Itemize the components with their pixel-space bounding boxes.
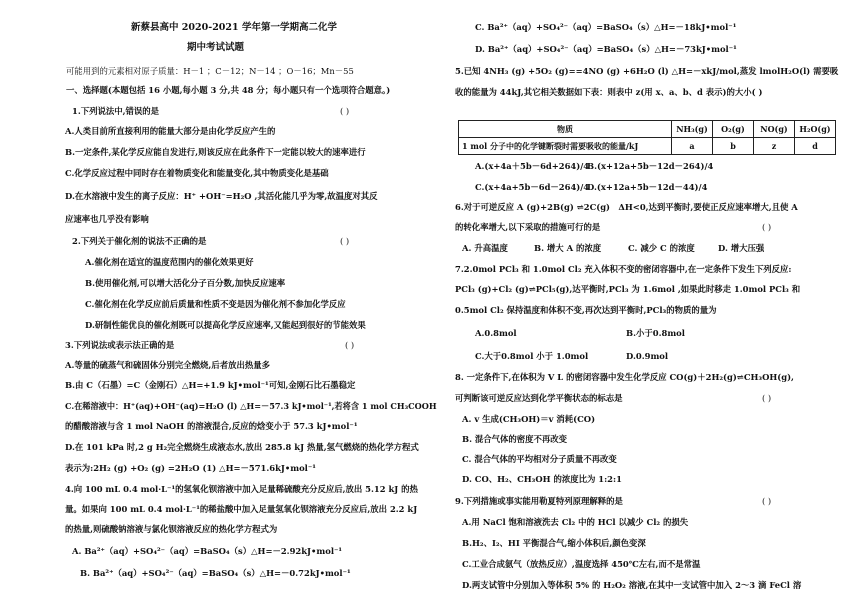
table-cell: d xyxy=(795,138,836,155)
table-header-cell: NO(g) xyxy=(754,121,795,138)
question-8-cont: 可判断该可逆反应达到化学平衡状态的标志是 xyxy=(455,393,623,403)
question-5: 5.已知 4NH₃ (g) +5O₂ (g)==4NO (g) +6H₂O (l) △H=－xkJ/mol,蒸发 lmolH₂O(l) 需要吸 xyxy=(455,66,839,76)
option-4d: D. Ba²⁺（aq）+SO₄²⁻（aq）=BaSO₄（s）△H=－73kJ•mol⁻¹ xyxy=(475,44,737,54)
option-3a: A.等量的硫蒸气和硫固体分别完全燃烧,后者放出热量多 xyxy=(65,360,270,370)
option-1a: A.人类目前所直接利用的能量大部分是由化学反应产生的 xyxy=(65,126,276,136)
answer-bracket: ( ) xyxy=(345,340,355,350)
option-3c: C.在稀溶液中：H⁺(aq)+OH⁻(aq)=H₂O (l) △H=－57.3 kJ•mol⁻¹,若将含 1 mol CH₃COOH xyxy=(65,401,437,411)
question-4: 4.向 100 mL 0.4 mol·L⁻¹的氢氧化钡溶液中加入足量稀硫酸充分反应后,放出 5.12 kJ 的热 xyxy=(65,484,418,494)
answer-bracket: ( ) xyxy=(340,236,350,246)
answer-bracket: ( ) xyxy=(340,106,350,116)
option-8d: D. CO、H₂、CH₃OH 的浓度比为 1:2:1 xyxy=(462,474,622,484)
right-column xyxy=(440,0,860,606)
question-6-cont: 的转化率增大,以下采取的措施可行的是 xyxy=(455,222,601,232)
option-3c-cont: 的醋酸溶液与含 1 mol NaOH 的溶液混合,反应的焓变小于 57.3 kJ•mol⁻¹ xyxy=(65,421,358,431)
question-5-cont: 收的能量为 44kJ,其它相关数据如下表：则表中 z(用 x、a、b、d 表示)的大小( ) xyxy=(455,87,763,97)
table-cell: b xyxy=(713,138,754,155)
bond-energy-table xyxy=(458,120,836,155)
question-1: 1.下列说法中,错误的是 xyxy=(72,106,160,116)
table-cell: a xyxy=(672,138,713,155)
option-3d-cont: 表示为:2H₂ (g) +O₂ (g) =2H₂O (1) △H=－571.6kJ•mol⁻¹ xyxy=(65,463,316,473)
table-row xyxy=(459,138,836,155)
option-1c: C.化学反应过程中同时存在着物质变化和能量变化,其中物质变化是基础 xyxy=(65,168,329,178)
option-7c: C.大于0.8mol 小于 1.0mol xyxy=(475,351,589,361)
answer-bracket: ( ) xyxy=(762,496,772,506)
table-header-cell: H₂O(g) xyxy=(795,121,836,138)
option-3b: B.由 C（石墨）=C（金刚石）△H=+1.9 kJ•mol⁻¹可知,金刚石比石墨稳定 xyxy=(65,380,356,390)
option-6c: C. 减少 C 的浓度 xyxy=(628,243,695,253)
question-4-cont: 量。如果向 100 mL 0.4 mol·L⁻¹的稀盐酸中加入足量氢氧化钡溶液充分反应后,放出 2.2 kJ xyxy=(65,504,418,514)
option-7d: D.0.9mol xyxy=(626,351,669,361)
question-3: 3.下列说法或表示法正确的是 xyxy=(65,340,175,350)
option-5c: C.(x+4a+5b－6d－264)/4 xyxy=(475,182,590,192)
question-6: 6.对于可逆反应 A (g)+2B(g) ⇌2C(g) ΔH<0,达到平衡时,要使正反应速率增大,且使 A xyxy=(455,202,798,212)
exam-subtitle: 期中考试试题 xyxy=(187,42,245,53)
section-heading: 一、选择题(本题包括 16 小题,每小题 3 分,共 48 分；每小题只有一个选项符合题意。) xyxy=(66,85,391,95)
option-2c: C.催化剂在化学反应前后质量和性质不变是因为催化剂不参加化学反应 xyxy=(85,299,346,309)
table-cell: 1 mol 分子中的化学键断裂时需要吸收的能量/kJ xyxy=(459,138,672,155)
option-8b: B. 混合气体的密度不再改变 xyxy=(462,434,568,444)
answer-bracket: ( ) xyxy=(762,222,772,232)
option-9c: C.工业合成氨气（放热反应）,温度选择 450℃左右,而不是常温 xyxy=(462,559,701,569)
table-header-row xyxy=(459,121,836,138)
option-7b: B.小于0.8mol xyxy=(626,328,685,338)
option-5a: A.(x+4a＋5b－6d+264)/4 xyxy=(475,161,590,171)
option-7a: A.0.8mol xyxy=(475,328,517,338)
table-header-cell: 物质 xyxy=(459,121,672,138)
question-7-cont2: 0.5mol Cl₂ 保持温度和体积不变,再次达到平衡时,PCl₃的物质的量为 xyxy=(455,305,717,315)
question-7: 7.2.0mol PCl₃ 和 1.0mol Cl₂ 充入体积不变的密闭容器中,在一定条件下发生下列反应: xyxy=(455,264,792,274)
option-5b: B.(x+12a+5b－12d－264)/4 xyxy=(587,161,714,171)
option-4b: B. Ba²⁺（aq）+SO₄²⁻（aq）=BaSO₄（s）△H=－0.72kJ•mol⁻¹ xyxy=(80,568,351,578)
question-4-cont2: 的热量,则硫酸钠溶液与氯化钡溶液反应的热化学方程式为 xyxy=(65,524,278,534)
option-2a: A.催化剂在适宜的温度范围内的催化效果更好 xyxy=(85,257,254,267)
option-8a: A. v 生成(CH₃OH)＝v 消耗(CO) xyxy=(462,414,596,424)
question-8: 8. 一定条件下,在体积为 V L 的密闭容器中发生化学反应 CO(g)＋2H₂(g)⇌CH₃OH(g), xyxy=(455,372,794,382)
option-6b: B. 增大 A 的浓度 xyxy=(534,243,602,253)
option-9a: A.用 NaCl 饱和溶液洗去 Cl₂ 中的 HCl 以减少 Cl₂ 的损失 xyxy=(462,517,689,527)
question-7-cont: PCl₃ (g)+Cl₂ (g)⇌PCl₅(g),达平衡时,PCl₃ 为 1.6mol ,如果此时移走 1.0mol PCl₃ 和 xyxy=(455,284,801,294)
option-4c: C. Ba²⁺（aq）+SO₄²⁻（aq）=BaSO₄（s）△H=－18kJ•mol⁻¹ xyxy=(475,22,737,32)
option-9d: D.两支试管中分别加入等体积 5% 的 H₂O₂ 溶液,在其中一支试管中加入 2～3 滴 FeCl 溶 xyxy=(462,580,802,590)
question-2: 2.下列关于催化剂的说法不正确的是 xyxy=(72,236,207,246)
option-2b: B.使用催化剂,可以增大活化分子百分数,加快反应速率 xyxy=(85,278,286,288)
option-1b: B.一定条件,某化学反应能自发进行,则该反应在此条件下一定能以较大的速率进行 xyxy=(65,147,366,157)
option-6d: D. 增大压强 xyxy=(718,243,765,253)
option-3d: D.在 101 kPa 时,2 g H₂完全燃烧生成液态水,放出 285.8 kJ 热量,氢气燃烧的热化学方程式 xyxy=(65,442,419,452)
option-4a: A. Ba²⁺（aq）+SO₄²⁻（aq）=BaSO₄（s）△H=－2.92kJ•mol⁻¹ xyxy=(72,546,343,556)
question-9: 9.下列措施或事实能用勒夏特列原理解释的是 xyxy=(455,496,623,506)
option-8c: C. 混合气体的平均相对分子质量不再改变 xyxy=(462,454,617,464)
atomic-masses: 可能用到的元素相对原子质量：H－1 ；C－12；N－14 ；O－16；Mn－55 xyxy=(66,66,354,76)
exam-title: 新蔡县高中 2020-2021 学年第一学期高二化学 xyxy=(131,22,337,33)
option-6a: A. 升高温度 xyxy=(462,243,508,253)
option-5d: D.(x+12a+5b－12d－44)/4 xyxy=(587,182,708,192)
table-cell: z xyxy=(754,138,795,155)
option-1d-cont: 应速率也几乎没有影响 xyxy=(65,214,149,224)
option-9b: B.H₂、I₂、HI 平衡混合气,缩小体积后,颜色变深 xyxy=(462,538,646,548)
table-header-cell: O₂(g) xyxy=(713,121,754,138)
option-2d: D.研制性能优良的催化剂既可以提高化学反应速率,又能起到很好的节能效果 xyxy=(85,320,366,330)
answer-bracket: ( ) xyxy=(762,393,772,403)
table-header-cell: NH₃(g) xyxy=(672,121,713,138)
option-1d: D.在水溶液中发生的离子反应：H⁺ +OH⁻=H₂O ,其活化能几乎为零,故温度对其反 xyxy=(65,191,378,201)
